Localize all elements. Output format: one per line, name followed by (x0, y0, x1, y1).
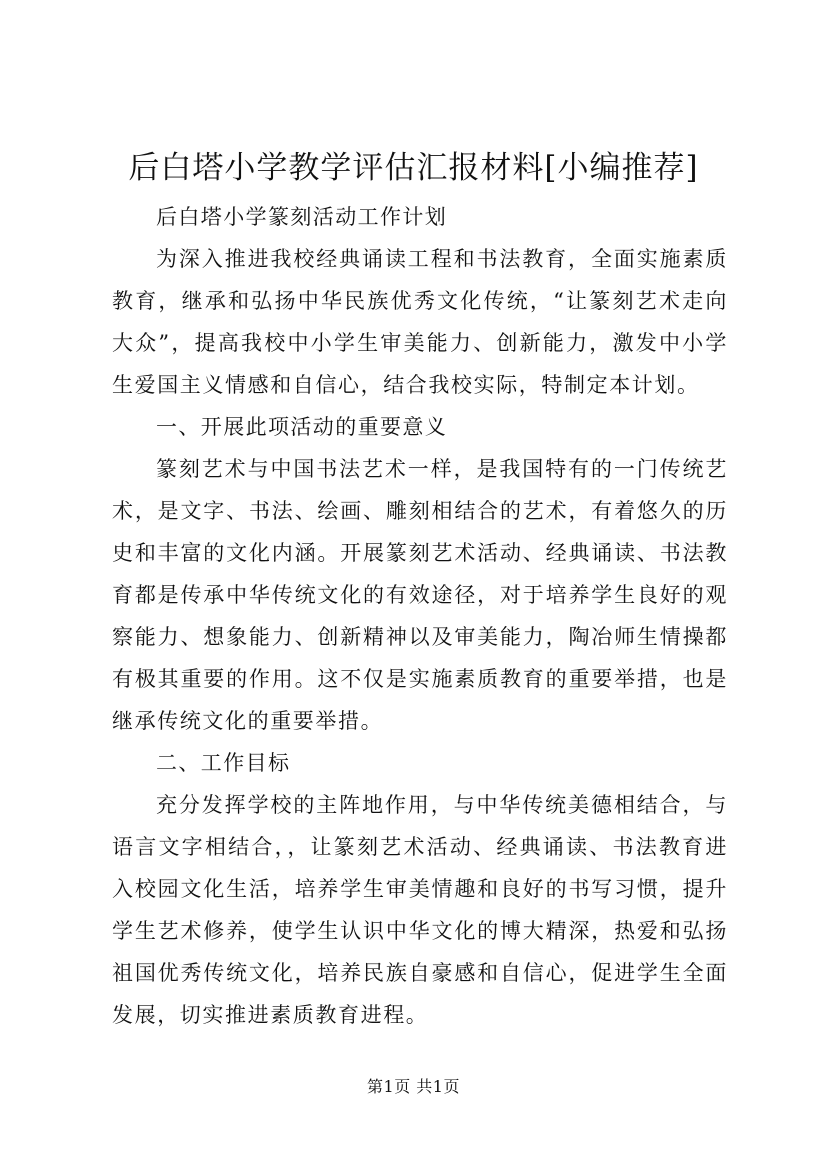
document-body (112, 196, 728, 1036)
intro-paragraph: 为深入推进我校经典诵读工程和书法教育，全面实施素质教育，继承和弘扬中华民族优秀文化传统，“让篆刻艺术走向大众”，提高我校中小学生审美能力、创新能力，激发中小学生爱国主义情感和自信心，结合我校实际，特制定本计划。 (112, 247, 728, 397)
section-heading-significance: 一、开展此项活动的重要意义 (156, 415, 448, 439)
goals-paragraph: 充分发挥学校的主阵地作用，与中华传统美德相结合，与语言文字相结合，，让篆刻艺术活动、经典诵读、书法教育进入校园文化生活，培养学生审美情趣和良好的书写习惯，提升学生艺术修养，使学生认识中华文化的博大精深，热爱和弘扬祖国优秀传统文化，培养民族自豪感和自信心，促进学生全面发展，切实推进素质教育进程。 (112, 793, 728, 1027)
page-number-footer: 第1页 共1页 (367, 1077, 460, 1096)
document-title: 后白塔小学教学评估汇报材料[小编推荐] (128, 150, 699, 186)
section-heading-goals: 二、工作目标 (156, 751, 291, 775)
plan-subtitle: 后白塔小学篆刻活动工作计划 (156, 205, 448, 229)
significance-paragraph: 篆刻艺术与中国书法艺术一样，是我国特有的一门传统艺术，是文字、书法、绘画、雕刻相结合的艺术，有着悠久的历史和丰富的文化内涵。开展篆刻艺术活动、经典诵读、书法教育都是传承中华传统文化的有效途径，对于培养学生良好的观察能力、想象能力、创新精神以及审美能力，陶冶师生情操都有极其重要的作用。这不仅是实施素质教育的重要举措，也是继承传统文化的重要举措。 (112, 457, 728, 733)
